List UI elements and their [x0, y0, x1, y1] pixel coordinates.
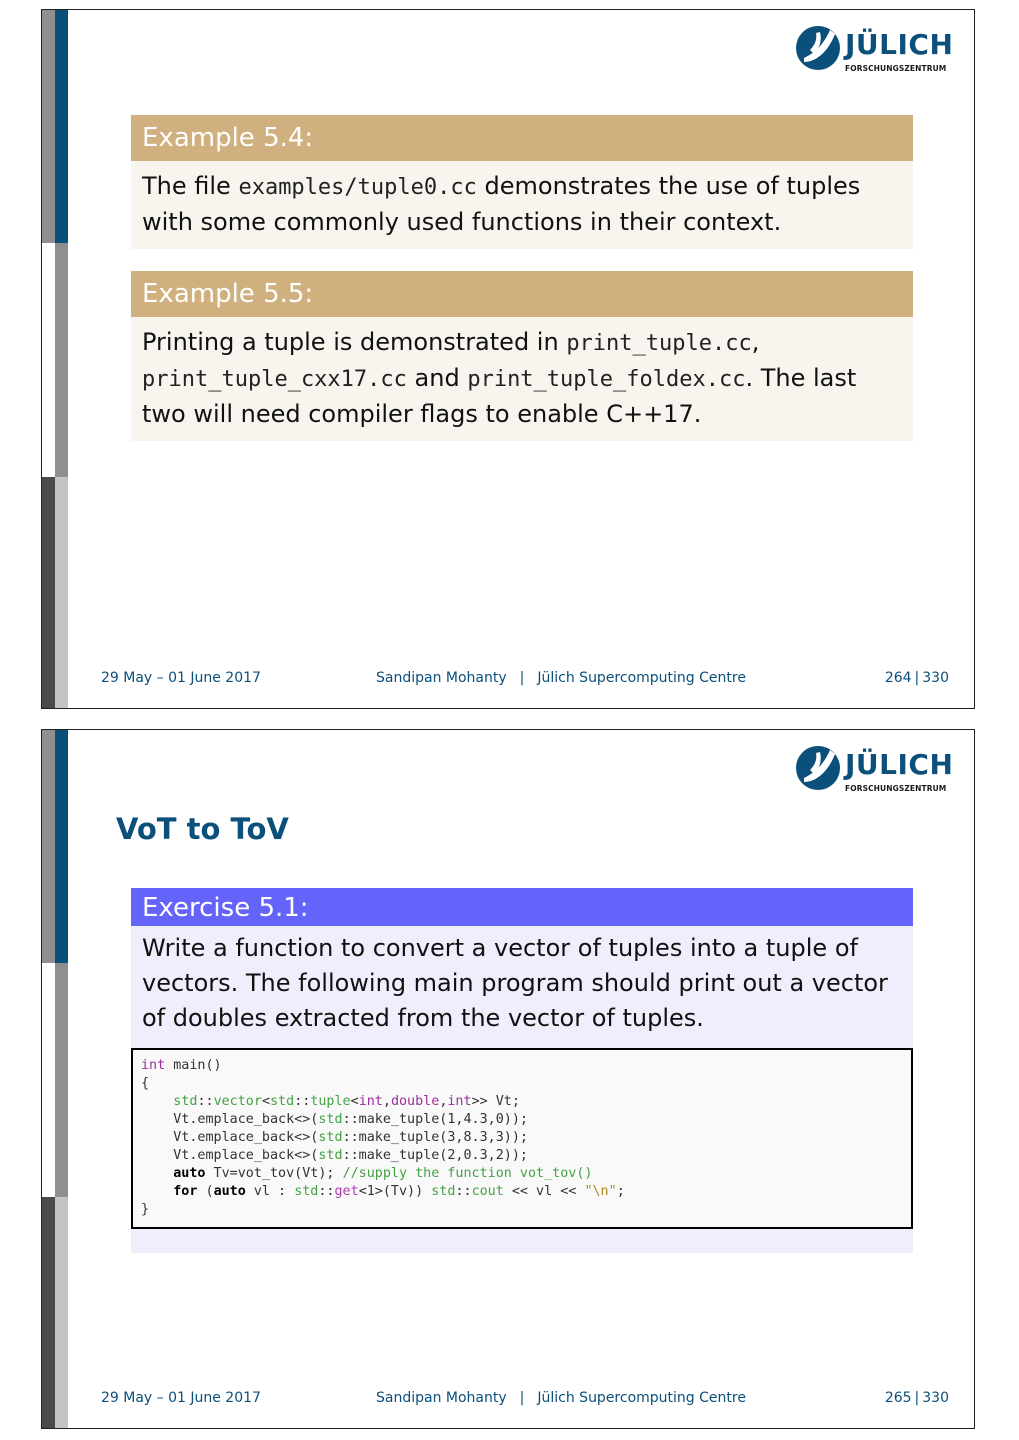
code-line: Vt.emplace_back<>(std::make_tuple(1,4.3,0)); — [141, 1112, 528, 1127]
side-strip-top — [42, 10, 68, 243]
logo-wordmark: JÜLICH — [845, 748, 954, 781]
example-heading: Example 5.4: — [131, 115, 913, 161]
example-body: Printing a tuple is demonstrated in print_tuple.cc, print_tuple_cxx17.cc and print_tuple_foldex.cc. The last two will need compiler flags to enable C++17. — [131, 317, 913, 441]
julich-logo-icon — [794, 744, 842, 792]
side-strip-top — [42, 730, 68, 963]
code-line: Vt.emplace_back<>(std::make_tuple(3,8.3,3)); — [141, 1130, 528, 1145]
slide-footer — [42, 1390, 974, 1410]
code-line: { — [141, 1076, 150, 1091]
slide-footer — [42, 670, 974, 690]
footer-page-number: 264 | 330 — [884, 670, 949, 686]
julich-logo-icon — [794, 24, 842, 72]
footer-page-number: 265 | 330 — [884, 1390, 949, 1406]
frame-title: VoT to ToV — [116, 812, 289, 846]
exercise-heading: Exercise 5.1: — [131, 888, 913, 926]
footer-author-institute: Sandipan Mohanty | Jülich Supercomputing Centre — [376, 670, 746, 686]
exercise-text: Write a function to convert a vector of tuples into a tuple of vectors. The following main program should print out a vector of doubles extracted from the vector of tuples. — [142, 934, 888, 1032]
code-listing — [131, 1048, 913, 1229]
code-line: int main() — [141, 1058, 222, 1073]
logo-subtitle: FORSCHUNGSZENTRUM — [845, 64, 947, 73]
side-strip-middle — [42, 243, 68, 477]
example-heading: Example 5.5: — [131, 271, 913, 317]
julich-logo — [792, 22, 952, 78]
code-line: auto Tv=vot_tov(Vt); //supply the function vot_tov() — [173, 1166, 593, 1181]
example-block — [131, 271, 913, 441]
filename-code: print_tuple.cc — [566, 331, 752, 356]
example-body: The file examples/tuple0.cc demonstrates the use of tuples with some commonly used functions in their context. — [131, 161, 913, 249]
slide-265 — [41, 729, 975, 1429]
code-line: std::vector<std::tuple<int,double,int>> Vt; — [173, 1094, 520, 1109]
code-line: } — [141, 1202, 150, 1217]
logo-wordmark: JÜLICH — [845, 28, 954, 61]
code-line: for (auto vl : std::get<1>(Tv)) std::cout << vl << "\n"; — [173, 1184, 625, 1199]
footer-date: 29 May – 01 June 2017 — [101, 1390, 261, 1406]
code-line: Vt.emplace_back<>(std::make_tuple(2,0.3,2)); — [141, 1148, 528, 1163]
slide-264 — [41, 9, 975, 709]
exercise-body — [131, 926, 913, 1253]
filename-code: print_tuple_foldex.cc — [467, 367, 746, 392]
footer-author-institute: Sandipan Mohanty | Jülich Supercomputing Centre — [376, 1390, 746, 1406]
filename-code: print_tuple_cxx17.cc — [142, 367, 407, 392]
logo-subtitle: FORSCHUNGSZENTRUM — [845, 784, 947, 793]
filename-code: examples/tuple0.cc — [238, 175, 477, 200]
side-strip-middle — [42, 963, 68, 1197]
exercise-block — [131, 888, 913, 1253]
julich-logo — [792, 742, 952, 798]
footer-date: 29 May – 01 June 2017 — [101, 670, 261, 686]
example-block — [131, 115, 913, 249]
